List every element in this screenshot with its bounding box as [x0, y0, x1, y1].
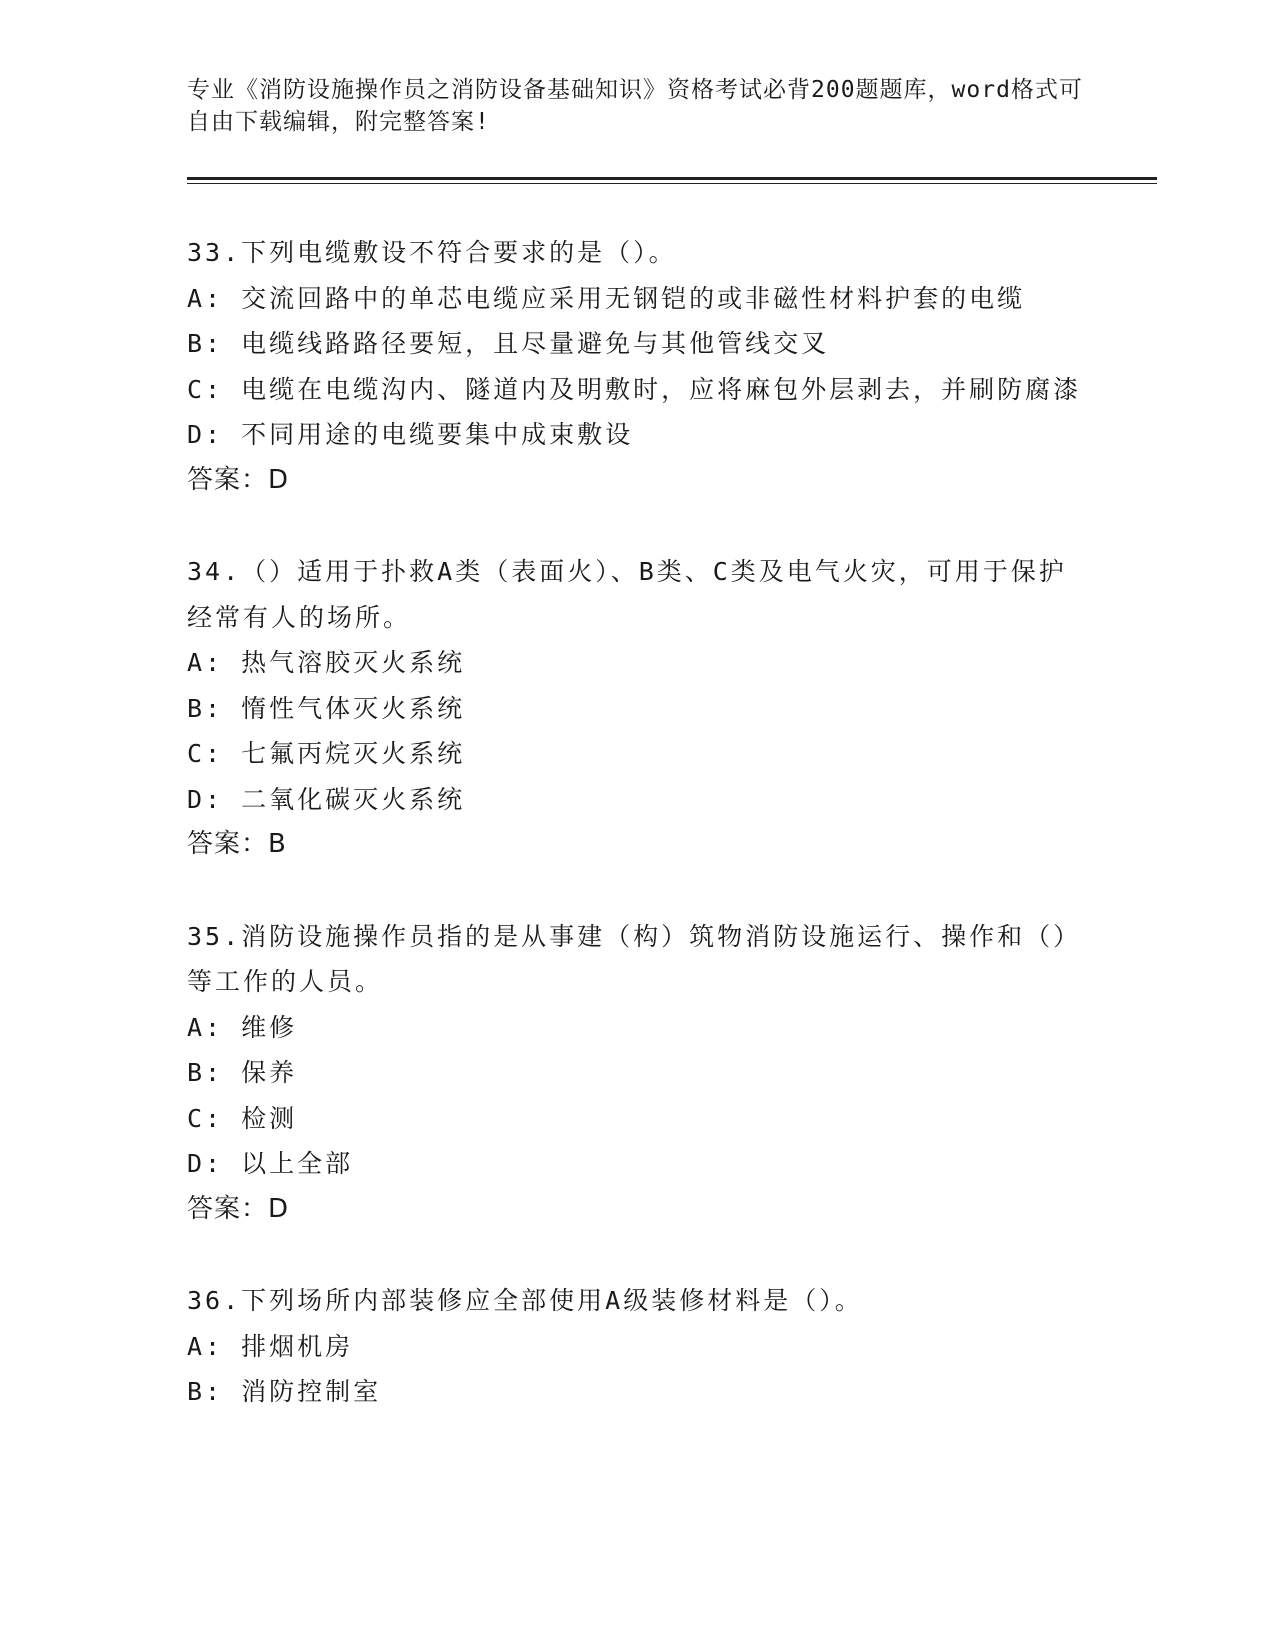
answer: 答案：B	[187, 829, 287, 859]
question-36	[187, 1278, 1087, 1415]
option-b: B: 保养	[187, 1058, 298, 1087]
option-c: C: 七氟丙烷灭火系统	[187, 739, 466, 768]
header-divider-thick	[187, 177, 1157, 180]
option-b: B: 惰性气体灭火系统	[187, 693, 466, 723]
option-d: D: 以上全部	[187, 1149, 354, 1178]
option-c: C: 电缆在电缆沟内、隧道内及明敷时，应将麻包外层剥去，并刷防腐漆	[187, 374, 1082, 404]
option-b: B: 电缆线路路径要短，且尽量避免与其他管线交叉	[187, 329, 830, 358]
answer: 答案：D	[187, 1193, 290, 1224]
option-a: A: 维修	[187, 1012, 298, 1042]
option-c: C: 检测	[187, 1103, 298, 1133]
option-b: B: 消防控制室	[187, 1377, 382, 1406]
question-stem: 34.（）适用于扑救A类（表面火）、B类、C类及电气火灾，可用于保护经常有人的场所。	[187, 557, 1067, 632]
answer: 答案：D	[187, 464, 290, 495]
option-d: D: 不同用途的电缆要集中成束敷设	[187, 420, 634, 449]
question-list	[187, 230, 1087, 1461]
question-stem: 36.下列场所内部装修应全部使用A级装修材料是（）。	[187, 1286, 863, 1315]
option-a: A: 交流回路中的单芯电缆应采用无钢铠的或非磁性材料护套的电缆	[187, 283, 1026, 313]
option-a: A: 热气溶胶灭火系统	[187, 648, 466, 677]
question-stem: 33.下列电缆敷设不符合要求的是（）。	[187, 238, 677, 267]
document-header: 专业《消防设施操作员之消防设备基础知识》资格考试必背200题题库，word格式可自由下载编辑，附完整答案!	[187, 77, 1083, 135]
question-stem: 35.消防设施操作员指的是从事建（构）筑物消防设施运行、操作和（）等工作的人员。	[187, 921, 1082, 996]
question-33	[187, 230, 1087, 503]
option-d: D: 二氧化碳灭火系统	[187, 784, 466, 814]
question-34	[187, 549, 1087, 868]
header-divider-thin	[187, 183, 1157, 184]
question-35	[187, 914, 1087, 1233]
option-a: A: 排烟机房	[187, 1331, 354, 1361]
